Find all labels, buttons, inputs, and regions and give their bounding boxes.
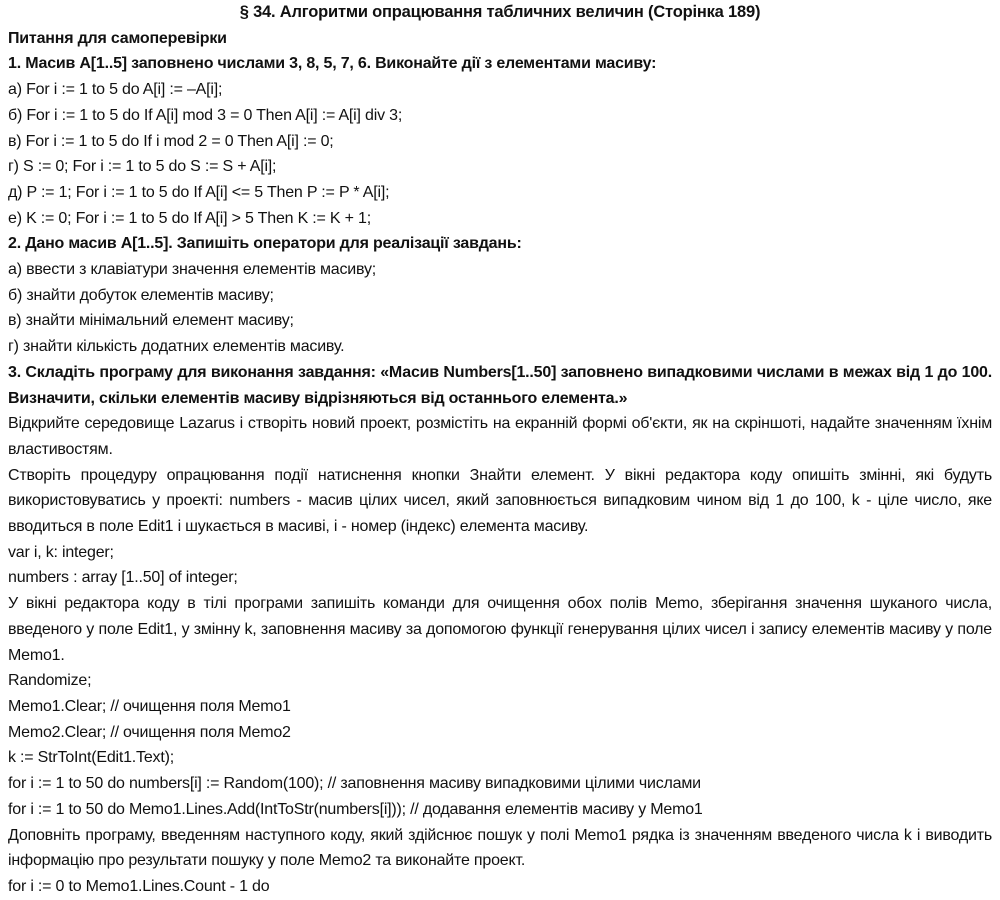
q1-item: д) P := 1; For i := 1 to 5 do If A[i] <= 5 Then P := P * A[i]; <box>8 183 390 201</box>
q1-item: б) For i := 1 to 5 do If A[i] mod 3 = 0 Then A[i] := A[i] div 3; <box>8 106 403 124</box>
question-3-heading: 3. Складіть програму для виконання завдання: «Масив Numbers[1..50] заповнено випадковими числами в межах від 1 до 100. Визначити, скільки елементів масиву відрізняються від останнього елемента.» <box>8 363 992 407</box>
section-heading: Питання для самоперевірки <box>8 29 227 47</box>
q1-item: а) For i := 1 to 5 do A[i] := –A[i]; <box>8 81 223 99</box>
code-line: Memo1.Clear; // очищення поля Memo1 <box>8 697 291 715</box>
question-2-heading: 2. Дано масив A[1..5]. Запишіть оператори для реалізації завдань: <box>8 235 522 253</box>
q1-item: г) S := 0; For i := 1 to 5 do S := S + A[i]; <box>8 158 277 176</box>
q2-item: б) знайти добуток елементів масиву; <box>8 286 274 304</box>
code-line: k := StrToInt(Edit1.Text); <box>8 749 174 767</box>
code-line: var i, k: integer; <box>8 543 114 561</box>
code-line: for i := 1 to 50 do numbers[i] := Random(100); // заповнення масиву випадковими цілими числами <box>8 775 701 793</box>
q2-item: в) знайти мінімальний елемент масиву; <box>8 312 294 330</box>
q2-item: а) ввести з клавіатури значення елементів масиву; <box>8 261 377 279</box>
q3-paragraph: Доповніть програму, введенням наступного коду, який здійснює пошук у полі Memo1 рядка із значенням введеного числа k і виводить інформацію про результати пошуку у поле Memo2 та виконайте проект. <box>8 826 992 870</box>
code-line: numbers : array [1..50] of integer; <box>8 569 238 587</box>
code-line: for i := 0 to Memo1.Lines.Count - 1 do <box>8 877 270 895</box>
q3-paragraph: Створіть процедуру опрацювання події натиснення кнопки Знайти елемент. У вікні редактора коду опишіть змінні, які будуть використовуватись у проекті: numbers - масив цілих чисел, який заповнюється випадковим чином від 1 до 100, k - ціле число, яке вводиться в поле Edit1 і шукається в масиві, і - номер (індекс) елемента масиву. <box>8 466 992 536</box>
q2-item: г) знайти кількість додатних елементів масиву. <box>8 338 345 356</box>
code-line: for i := 1 to 50 do Memo1.Lines.Add(IntToStr(numbers[i])); // додавання елементів масиву у Memo1 <box>8 800 703 818</box>
q3-paragraph: У вікні редактора коду в тілі програми запишіть команди для очищення обох полів Memo, зберігання значення шуканого числа, введеного у поле Edit1, у змінну k, заповнення масиву за допомогою функції генерування цілих чисел і запису елементів масиву у поле Memo1. <box>8 595 992 664</box>
q3-paragraph: Відкрийте середовище Lazarus і створіть новий проект, розмістіть на екранній формі об'єкти, як на скріншоті, надайте значенням їхнім властивостям. <box>8 415 992 458</box>
code-line: Memo2.Clear; // очищення поля Memo2 <box>8 723 291 741</box>
question-1-heading: 1. Масив A[1..5] заповнено числами 3, 8, 5, 7, 6. Виконайте дії з елементами масиву: <box>8 55 657 73</box>
page-title: § 34. Алгоритми опрацювання табличних величин (Сторінка 189) <box>239 3 761 21</box>
code-line: Randomize; <box>8 672 92 690</box>
q1-item: е) K := 0; For i := 1 to 5 do If A[i] > 5 Then K := K + 1; <box>8 209 371 227</box>
q1-item: в) For i := 1 to 5 do If i mod 2 = 0 Then A[i] := 0; <box>8 132 334 150</box>
